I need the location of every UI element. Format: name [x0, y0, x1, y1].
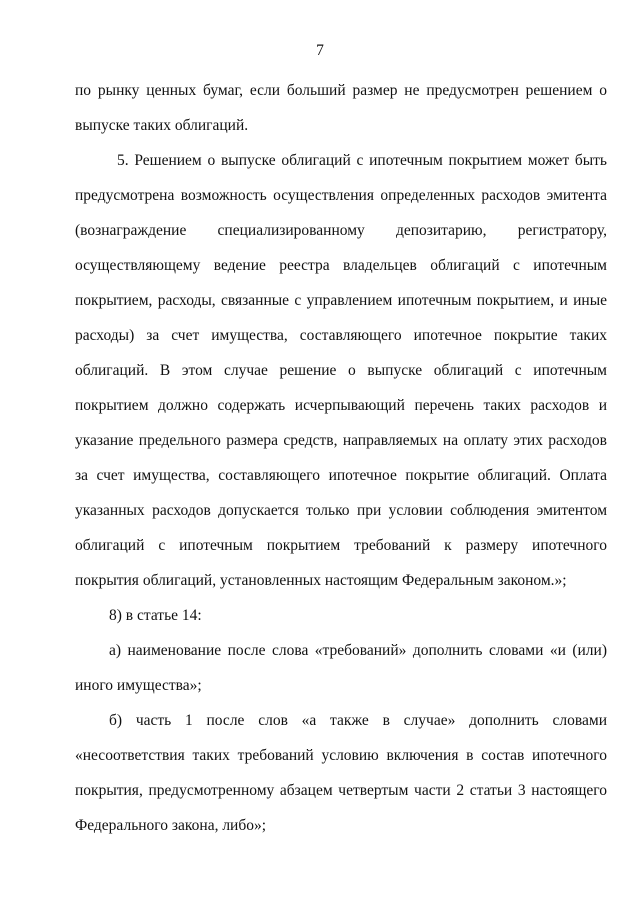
text-line: покрытием должно содержать исчерпывающий перечень таких расходов и	[75, 397, 607, 414]
text-line: а) наименование после слова «требований» дополнить словами «и (или)	[109, 642, 607, 659]
text-line: Федерального закона, либо»;	[75, 817, 267, 834]
text-line: указание предельного размера средств, направляемых на оплату этих расходов	[75, 432, 607, 449]
text-line: указанных расходов допускается только при условии соблюдения эмитентом	[75, 502, 607, 519]
text-line: по рынку ценных бумаг, если больший размер не предусмотрен решением о	[75, 82, 607, 99]
page-number: 7	[316, 42, 324, 59]
text-line: б) часть 1 после слов «а также в случае» дополнить словами	[109, 712, 607, 729]
text-line: покрытия, предусмотренному абзацем четвертым части 2 статьи 3 настоящего	[75, 782, 607, 799]
text-line: облигаций с ипотечным покрытием требований к размеру ипотечного	[75, 537, 607, 554]
text-line: выпуске таких облигаций.	[75, 117, 249, 134]
text-line: покрытия облигаций, установленных настоящим Федеральным законом.»;	[75, 572, 567, 589]
text-line: осуществляющему ведение реестра владельцев облигаций с ипотечным	[75, 257, 607, 274]
text-line: облигаций. В этом случае решение о выпуске облигаций с ипотечным	[75, 362, 607, 379]
text-line: «несоответствия таких требований условию включения в состав ипотечного	[75, 747, 607, 764]
text-line: расходы) за счет имущества, составляющего ипотечное покрытие таких	[75, 327, 607, 344]
text-line: (вознаграждение специализированному депозитарию, регистратору,	[75, 222, 607, 239]
text-line: за счет имущества, составляющего ипотечное покрытие облигаций. Оплата	[75, 467, 607, 484]
text-line: 8) в статье 14:	[109, 607, 202, 624]
text-line: покрытием, расходы, связанные с управлением ипотечным покрытием, и иные	[75, 292, 607, 309]
text-line: 5. Решением о выпуске облигаций с ипотечным покрытием может быть	[117, 152, 607, 169]
text-line: иного имущества»;	[75, 677, 202, 694]
text-line: предусмотрена возможность осуществления определенных расходов эмитента	[75, 187, 607, 204]
